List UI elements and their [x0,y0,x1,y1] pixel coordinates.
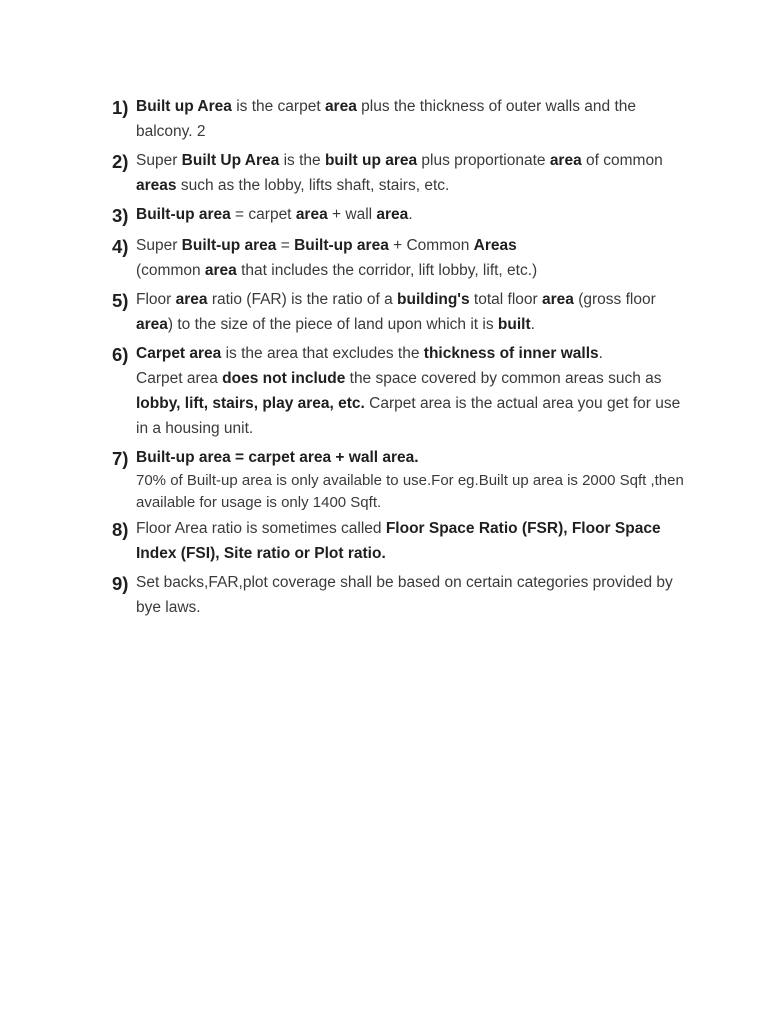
bold-term: Built-up area [294,237,389,254]
text-run: total floor [469,291,542,308]
text-run: Set backs,FAR,plot coverage shall be based on certain categories provided by bye laws. [136,574,673,616]
bold-term: area [198,206,231,223]
text-run: Floor Area ratio is sometimes called [136,520,386,537]
text-run: + Common [388,237,474,254]
bold-term: thickness of inner walls [423,345,599,362]
bold-term: Built up Area [136,98,232,115]
item-text [136,287,684,337]
bold-term: areas [136,177,177,194]
item-number: 8) [112,519,129,540]
item-text [136,341,684,441]
text-run: . [530,316,535,333]
text-run: = [276,237,295,254]
item-number: 1) [112,97,129,118]
text-run: Floor [136,291,176,308]
text-run: plus the thickness of outer walls and the balcony. 2 [136,98,637,140]
bold-term: Built Up Area [181,152,280,169]
text-run: is the carpet [231,98,325,115]
bold-term: built up area [324,152,418,169]
text-run: Carpet area [136,370,223,387]
item-text [136,445,684,514]
text-run: of common [581,152,663,169]
text-run: = carpet [230,206,296,223]
bold-term: area [542,291,574,308]
bold-term: Carpet area [136,345,222,362]
list-item-3 [112,202,684,229]
item-number: 3) [112,205,129,226]
text-run: is the [279,152,325,169]
text-run: (gross floor [573,291,656,308]
text-run: . [598,345,603,362]
text-run: ) to the size of the piece of land upon which it is [167,316,498,333]
numbered-list [112,94,684,624]
bold-term: Floor Space Ratio (FSR), Floor Space Index (FSI), Site ratio or Plot ratio. [136,520,661,562]
bold-term: area [204,262,237,279]
item-text [136,94,684,144]
text-run: . [408,206,413,223]
bold-term: Areas [473,237,517,254]
list-item-6 [112,341,684,441]
text-run: that includes the corridor, lift lobby, lift, etc.) [236,262,538,279]
list-item-5 [112,287,684,337]
text-run: Super [136,237,182,254]
bold-term: lobby, lift, stairs, play area, etc. [136,395,365,412]
item-subline [136,258,684,283]
bold-term: area [549,152,582,169]
list-item-9 [112,570,684,620]
item-subline [136,366,684,441]
item-number: 9) [112,573,129,594]
bold-term: area [175,291,208,308]
text-run: ratio (FAR) is the ratio of a [207,291,398,308]
item-subline: 70% of Built-up area is only available to use.For eg.Built up area is 2000 Sqft ,then available for usage is only 1400 Sqft. [136,472,684,511]
bold-term: area [136,316,168,333]
text-run: + wall [327,206,377,223]
text-run: Super [136,152,182,169]
text-run: the space covered by common areas such as [345,370,662,387]
list-item-7 [112,445,684,514]
bold-term: does not include [222,370,346,387]
item-text [136,570,684,620]
item-text [136,202,684,229]
item-number: 4) [112,236,129,257]
bold-term: area [376,206,409,223]
item-number: 5) [112,290,129,311]
text-run: (common [136,262,205,279]
text-run: such as the lobby, lifts shaft, stairs, etc. [176,177,450,194]
item-text [136,148,684,198]
bold-term: Built [136,206,171,223]
list-item-2 [112,148,684,198]
item-number: 6) [112,344,129,365]
item-text [136,516,684,566]
bold-term: Built-up area [181,237,277,254]
text-run: plus proportionate [417,152,550,169]
bold-term: area [324,98,357,115]
bold-term: Built-up area = carpet area + wall area. [136,449,419,466]
list-item-4 [112,233,684,283]
bold-term: area [295,206,328,223]
bold-term: building's [397,291,470,308]
text-run: is the area that excludes the [221,345,424,362]
bold-term: built [497,316,531,333]
list-item-1 [112,94,684,144]
bold-term: -up [170,206,199,223]
list-item-8 [112,516,684,566]
item-text [136,233,684,283]
item-number: 2) [112,151,129,172]
text-run: Carpet area is the actual area you get for use in a housing unit. [136,395,681,437]
item-number: 7) [112,448,129,469]
